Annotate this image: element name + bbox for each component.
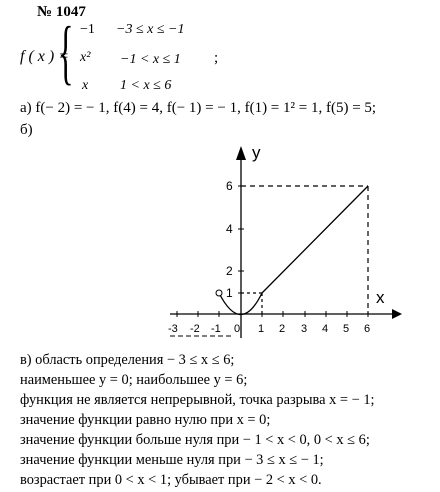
semicolon: ; (214, 50, 219, 66)
y-axis-arrow (236, 146, 246, 160)
case-2-expr: x² (80, 50, 91, 65)
x-tick-label-4: 4 (322, 323, 329, 335)
conclusion-6: значение функции меньше нуля при − 3 ≤ x ≤ − 1; (20, 452, 324, 468)
conclusion-1: в) область определения − 3 ≤ x ≤ 6; (20, 352, 235, 368)
x-axis-label: x (376, 288, 385, 307)
function-name: f ( x ) = (20, 48, 69, 65)
open-point (216, 290, 222, 296)
x-axis-arrow (392, 309, 402, 319)
conclusion-4: значение функции равно нулю при x = 0; (20, 412, 271, 428)
y-tick-label-1: 1 (226, 286, 233, 300)
part-b: б) (20, 122, 33, 138)
conclusion-5: значение функции больше нуля при − 1 < x < 0, 0 < x ≤ 6; (20, 432, 370, 448)
conclusion-7: возрастает при 0 < x < 1; убывает при − 2 < x < 0. (20, 472, 322, 488)
piecewise-brace: { (58, 12, 74, 92)
case-2-cond: −1 < x ≤ 1 (120, 52, 181, 67)
case-3-expr: x (82, 78, 89, 93)
x-tick-label-0: 0 (234, 323, 241, 335)
y-tick-label-4: 4 (226, 222, 233, 236)
y-axis-label: y (252, 143, 261, 162)
x-tick-label-neg1: -1 (211, 323, 221, 335)
case-3-cond: 1 < x ≤ 6 (120, 78, 172, 93)
part-a: а) f(− 2) = − 1, f(4) = 4, f(− 1) = − 1, f(1) = 1² = 1, f(5) = 5; (20, 100, 377, 116)
x-tick-label-neg2: -2 (190, 323, 200, 335)
case-1-cond: −3 ≤ x ≤ −1 (116, 22, 185, 37)
conclusion-2: наименьшее y = 0; наибольшее y = 6; (20, 372, 248, 388)
x-tick-label-neg3: -3 (168, 323, 178, 335)
problem-number: № 1047 (37, 4, 86, 20)
x-tick-label-6: 6 (364, 323, 371, 335)
x-tick-label-5: 5 (343, 323, 350, 335)
x-tick-label-3: 3 (301, 323, 308, 335)
x-tick-label-2: 2 (279, 323, 286, 335)
x-tick-label-1: 1 (258, 323, 265, 335)
linear-segment (262, 186, 368, 293)
case-1-expr: −1 (80, 22, 95, 37)
conclusion-3: функция не является непрерывной, точка разрыва x = − 1; (20, 392, 375, 408)
y-tick-label-2: 2 (226, 264, 233, 278)
y-tick-label-6: 6 (226, 179, 233, 193)
